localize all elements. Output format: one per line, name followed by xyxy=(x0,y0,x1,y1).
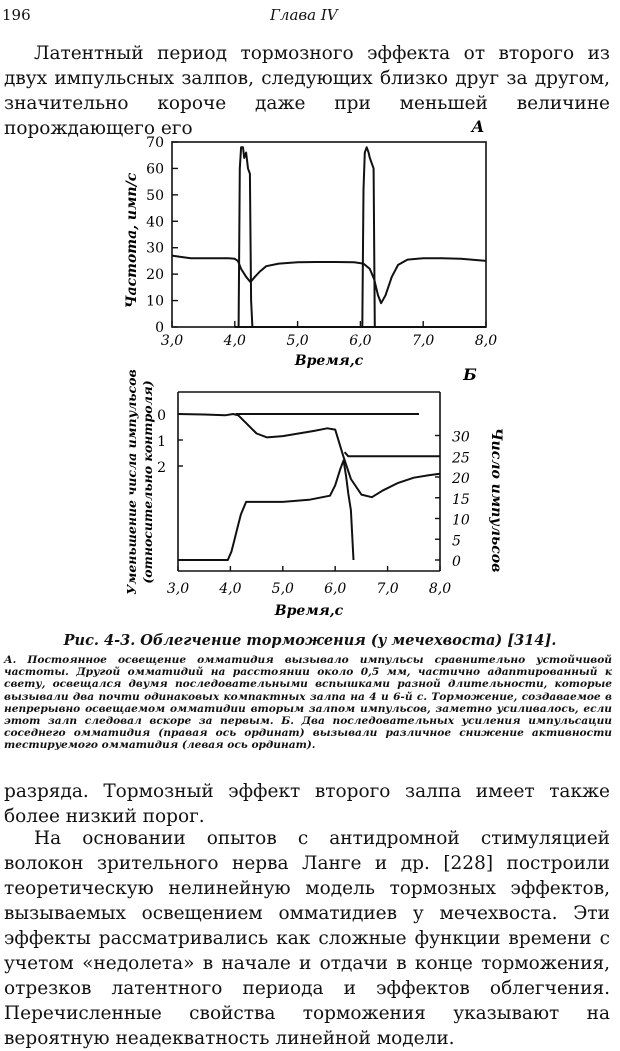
y-tick-label: 70 xyxy=(146,135,164,151)
y2-tick-label: 25 xyxy=(452,450,470,467)
x-tick-label: 7,0 xyxy=(376,581,399,597)
panel-label-a: А xyxy=(471,117,485,136)
page-number: 196 xyxy=(2,6,31,24)
y2-tick-label: 30 xyxy=(452,429,470,446)
y2-tick-label: 20 xyxy=(452,471,470,487)
y-tick-label: 30 xyxy=(146,240,164,257)
y-axis-label-line1: Уменьшение числа импульсов xyxy=(124,369,139,595)
paragraph-intro: Латентный период тормозного эффекта от второго из двух импульсных залпов, следующих близко друг за другом, значительно короче даже при меньшей величине порождающего его xyxy=(4,43,610,139)
y-tick-label: 0 xyxy=(155,320,164,336)
x-tick-label: 6,0 xyxy=(324,581,347,597)
x-tick-label: 8,0 xyxy=(428,581,452,597)
y2-axis-label: Число импульсов xyxy=(488,427,504,573)
x-tick-label: 3,0 xyxy=(160,333,184,349)
y-axis-label: Частота, имп/с xyxy=(124,172,140,309)
y-tick-label: 60 xyxy=(146,161,164,178)
y2-tick-label: 15 xyxy=(452,491,470,508)
y-axis-label-line2: (относительно контроля) xyxy=(140,380,155,584)
x-tick-label: 5,0 xyxy=(286,333,309,349)
y-tick-label: 40 xyxy=(146,214,164,231)
y-tick-label: 10 xyxy=(146,293,164,310)
y-tick-label: 20 xyxy=(146,267,164,284)
y-tick-label: 1 xyxy=(157,434,166,450)
x-tick-label: 5,0 xyxy=(271,581,294,597)
series-line-3 xyxy=(178,460,354,560)
x-tick-label: 6,0 xyxy=(349,333,372,349)
y2-tick-label: 0 xyxy=(452,554,461,570)
y-tick-label: 0 xyxy=(157,408,166,424)
y-tick-label: 2 xyxy=(157,460,166,476)
x-tick-label: 4,0 xyxy=(219,581,242,597)
paragraph-continuation: разряда. Тормозный эффект второго залпа имеет также более низкий порог. xyxy=(4,781,610,827)
x-tick-label: 3,0 xyxy=(166,581,190,597)
panel-label-b: Б xyxy=(463,365,477,384)
x-tick-label: 8,0 xyxy=(474,333,498,349)
chapter-title: Глава IV xyxy=(270,6,338,24)
x-tick-label: 7,0 xyxy=(412,333,435,349)
x-tick-label: 4,0 xyxy=(223,333,246,349)
series-line-4 xyxy=(345,452,440,456)
x-axis-label: Время,с xyxy=(274,603,344,619)
figure-caption-title: Рис. 4-3. Облегчение торможения (у мечехвоста) [314]. xyxy=(63,632,557,649)
y2-tick-label: 5 xyxy=(452,533,461,550)
y-tick-label: 50 xyxy=(146,187,164,204)
figure-caption-body: А. Постоянное освещение омматидия вызывало импульсы сравнительно устойчивой частоты. Другой омматидий на расстоянии около 0,5 мм, частично адаптированный к свету, освещался двумя последовательными вспышками разной длительности, которые вызывали два почти одинаковых компактных залпа на 4 и 6-й с. Торможение, создаваемое в непрерывно освещаемом омматидии вторым залпом импульсов, заметно усиливалось, если этот залп следовал вскоре за первым. Б. Два последовательных усиления импульсации соседнего омматидия (правая ось ординат) вызывали различное снижение активности тестируемого омматидия (левая ось ординат). xyxy=(4,654,612,752)
y2-tick-label: 10 xyxy=(452,512,470,529)
paragraph-model: На основании опытов с антидромной стимуляцией волокон зрительного нерва Ланге и др. [228] построили теоретическую нелинейную модель тормозных эффектов, вызываемых освещением омматидиев у мечехвоста. Эти эффекты рассматривались как сложные функции времени с учетом «недолета» в начале и отдачи в конце торможения, отрезков латентного периода и эффектов облегчения. Перечисленные свойства торможения указывают на вероятную неадекватность линейной модели. xyxy=(4,828,610,1049)
x-axis-label: Время,с xyxy=(294,353,364,369)
